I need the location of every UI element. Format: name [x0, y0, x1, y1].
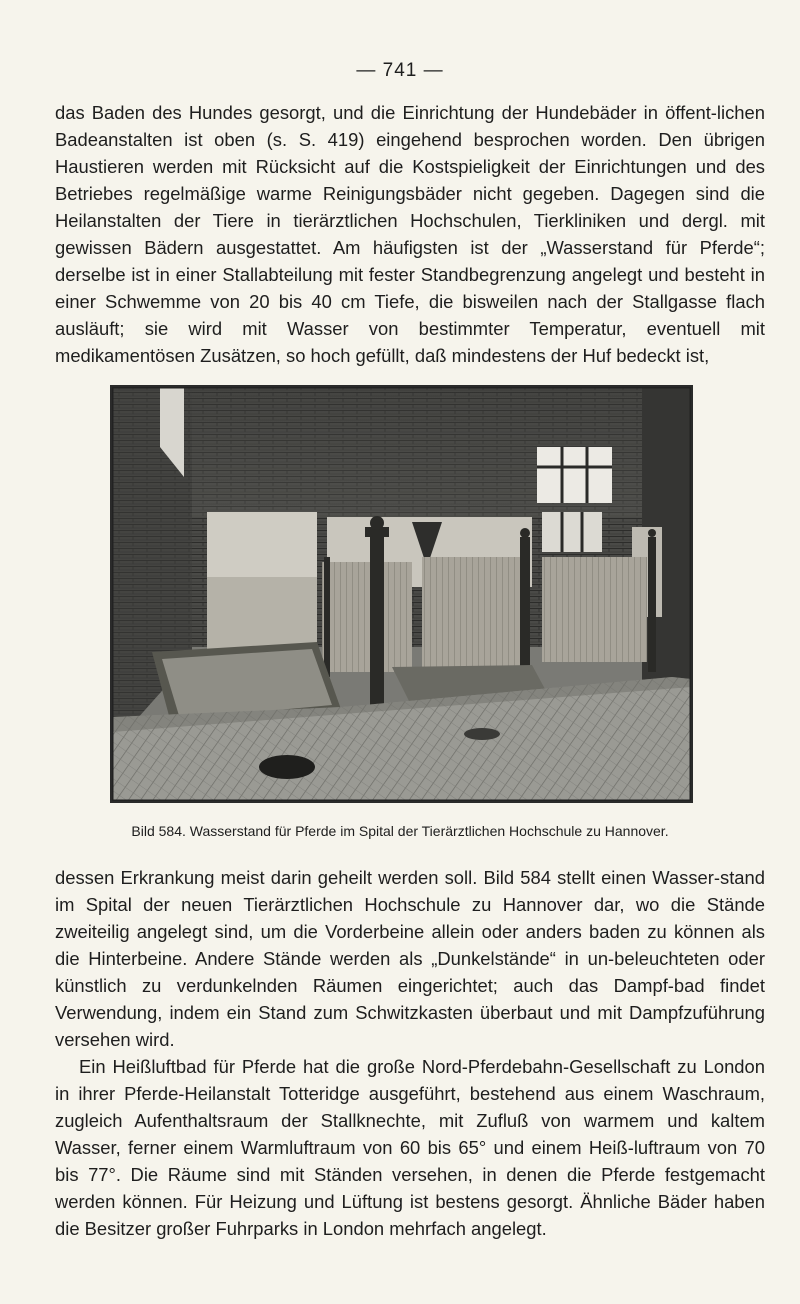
stable-photo-illustration	[112, 387, 691, 801]
page-number: — 741 —	[356, 60, 444, 81]
paragraph-top: das Baden des Hundes gesorgt, und die Einrichtung der Hundebäder in öffent-lichen Badeanstalten ist oben (s. S. 419) eingehend besprochen worden. Den übrigen Haustieren werden mit Rücksicht auf die Kostspieligkeit der Einrichtungen und des Betriebes regelmäßige warme Reinigungsbäder nicht gegeben. Dagegen sind die Heilanstalten der Tiere in tierärztlichen Hochschulen, Tierkliniken und dergl. mit gewissen Bädern ausgestattet. Am häufigsten ist der „Wasserstand für Pferde“; derselbe ist in einer Stallabteilung mit fester Standbegrenzung angelegt und besteht in einer Schwemme von 20 bis 40 cm Tiefe, die bisweilen nach der Stallgasse flach ausläuft; sie wird mit Wasser von bestimmter Temperatur, eventuell mit medikamentösen Zusätzen, so hoch gefüllt, daß mindestens der Huf bedeckt ist,	[55, 102, 765, 366]
text-block-top	[55, 99, 765, 369]
figure-photo	[110, 385, 693, 803]
figure-caption: Bild 584. Wasserstand für Pferde im Spital der Tierärztlichen Hochschule zu Hannover.	[131, 823, 669, 839]
paragraph-continued: dessen Erkrankung meist darin geheilt werden soll. Bild 584 stellt einen Wasser-stand im Spital der neuen Tierärztlichen Hochschule zu Hannover dar, wo die Stände zweiteilig angelegt sind, um die Vorderbeine allein oder anders baden zu können als die Hinterbeine. Andere Stände werden als „Dunkelstände“ in un-beleuchteten oder künstlich zu verdunkelnden Räumen eingerichtet; auch das Dampf-bad findet Verwendung, indem ein Stand zum Schwitzkasten überbaut und mit Dampfzuführung versehen wird.	[55, 867, 765, 1050]
paragraph-next: Ein Heißluftbad für Pferde hat die große Nord-Pferdebahn-Gesellschaft zu London in ihrer Pferde-Heilanstalt Totteridge ausgeführt, bestehend aus einem Waschraum, zugleich Aufenthaltsraum der Stallknechte, mit Zufluß von warmem und kaltem Wasser, ferner einem Warmluftraum von 60 bis 65° und einem Heiß-luftraum von 70 bis 77°. Die Räume sind mit Ständen versehen, in denen die Pferde festgemacht werden können. Für Heizung und Lüftung ist bestens gesorgt. Ähnliche Bäder haben die Besitzer großer Fuhrparks in London mehrfach angelegt.	[55, 1056, 765, 1239]
text-block-bottom	[55, 864, 765, 1242]
